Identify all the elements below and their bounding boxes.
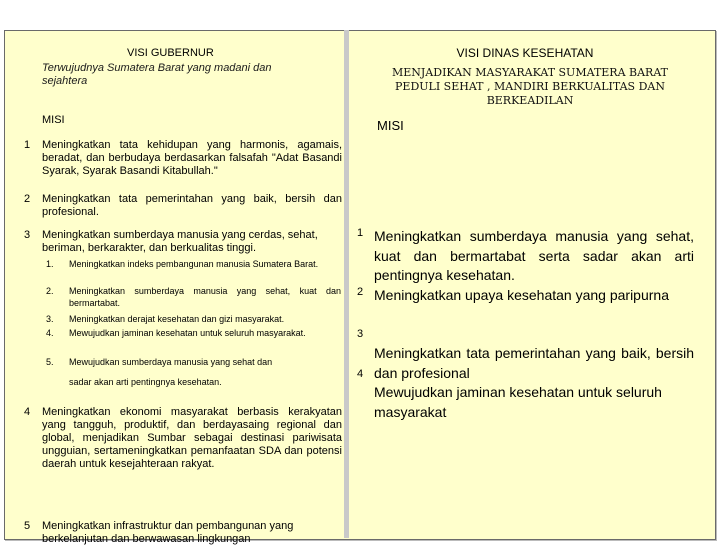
left-vision: Terwujudnya Sumatera Barat yang madani dan sejahtera	[42, 62, 272, 87]
right-item-2-num: 2	[357, 286, 364, 298]
right-heading: VISI DINAS KESEHATAN	[456, 46, 594, 60]
left-misi-label: MISI	[42, 114, 65, 126]
subitem-5-cont-text: sadar akan arti pentingnya kesehatan.	[69, 377, 222, 387]
left-item-4: Meningkatkan ekonomi masyarakat berbasis kerakyatan yang tangguh, produktif, dan berdayasaing regional dan global, menjadikan Sumbar sebagai destinasi pariwisata ungguian, sertameningkatkan pemanfaatan SDA dan potensi daerah untuk kesejahteraan rakyat.	[42, 406, 342, 470]
right-misi-label: MISI	[377, 118, 404, 133]
left-heading: VISI GUBERNUR	[127, 47, 214, 59]
subitem-2-num: 2.	[46, 286, 54, 296]
left-item-2: Meningkatkan tata pemerintahan yang baik, bersih dan profesional.	[42, 193, 342, 218]
subitem-1: Meningkatkan indeks pembangunan manusia Sumatera Barat.	[69, 259, 319, 269]
right-item-2: Meningkatkan upaya kesehatan yang paripurna	[374, 287, 669, 303]
subitem-3: Meningkatkan derajat kesehatan dan gizi masyarakat.	[69, 314, 285, 324]
subitem-4: Mewujudkan jaminan kesehatan untuk seluruh masyarakat.	[69, 328, 306, 338]
subitem-4-num: 4.	[46, 328, 54, 338]
right-item-1: Meningkatkan sumberdaya manusia yang sehat, kuat dan bermartabat serta sadar akan arti pentingnya kesehatan.	[374, 228, 694, 283]
subitem-5-cont	[69, 376, 222, 388]
left-item-4-num: 4	[24, 406, 31, 418]
left-item-1: Meningkatkan tata kehidupan yang harmonis, agamais, beradat, dan berbudaya berdasarkan falsafah "Adat Basandi Syarak, Syarak Basandi Kitabullah."	[42, 139, 342, 177]
left-item-1-num: 1	[24, 139, 31, 151]
right-vision: MENJADIKAN MASYARAKAT SUMATERA BARAT PEDULI SEHAT , MANDIRI BERKUALITAS DAN BERKEADILAN	[391, 66, 669, 107]
subitem-2: Meningkatkan sumberdaya manusia yang sehat, kuat dan bermartabat.	[69, 286, 341, 308]
right-item-1-num: 1	[357, 227, 364, 239]
left-item-5-num: 5	[24, 520, 31, 532]
left-item-3-num: 3	[24, 229, 31, 241]
subitem-5-num: 5.	[46, 357, 54, 367]
right-item-4-num: 4	[357, 368, 364, 380]
right-item-3-num: 3	[357, 328, 364, 340]
right-item-3: Meningkatkan tata pemerintahan yang baik, bersih dan profesional	[374, 345, 694, 381]
subitem-1-num: 1.	[46, 259, 54, 269]
right-item-4: Mewujudkan jaminan kesehatan untuk seluruh masyarakat	[374, 384, 662, 420]
left-item-5: Meningkatkan infrastruktur dan pembangunan yang berkelanjutan dan berwawasan lingkungan	[42, 520, 294, 545]
left-item-2-num: 2	[24, 193, 31, 205]
left-item-3: Meningkatkan sumberdaya manusia yang cerdas, sehat, beriman, berkarakter, dan berkualitas tinggi.	[42, 229, 318, 254]
subitem-3-num: 3.	[46, 314, 54, 324]
column-divider	[344, 30, 349, 538]
subitem-5: Mewujudkan sumberdaya manusia yang sehat dan	[69, 357, 273, 367]
